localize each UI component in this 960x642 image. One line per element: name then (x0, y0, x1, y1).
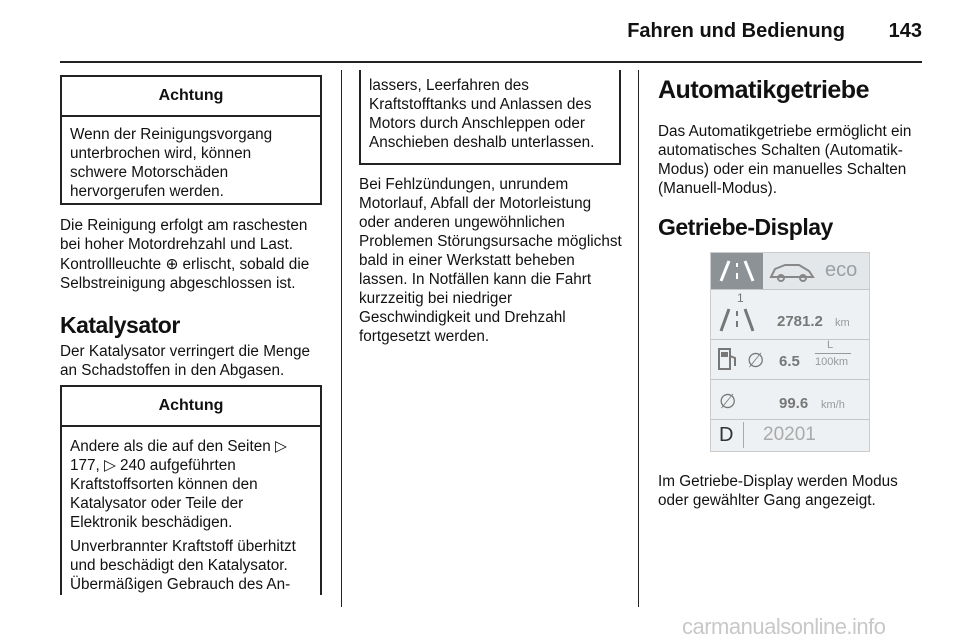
transmission-display-image (710, 252, 870, 452)
warning-title: Achtung (62, 387, 320, 427)
warning-text-unburnt-fuel: Unverbrannter Kraftstoff überhitzt und beschädigt den Katalysator. Übermäßigen Gebrauch des An- (70, 538, 296, 593)
heading-catalyst: Katalysator (60, 312, 180, 338)
column-divider-left (341, 70, 342, 607)
warning-title: Achtung (62, 77, 320, 117)
odometer-value: 20201 (763, 424, 816, 445)
gear-indicator: D (719, 424, 734, 446)
display-gear-row (711, 419, 869, 451)
warning-text: Wenn der Reinigungsvorgang unterbrochen wird, können schwere Motorschäden hervorgerufen werden. (70, 126, 273, 200)
speed-value: 99.6 (779, 395, 809, 412)
trip-distance: 2781.2 (777, 313, 823, 330)
fuel-pump-icon (717, 346, 739, 372)
warning-box-fuel (60, 385, 322, 595)
trip-distance-unit: km (835, 317, 850, 329)
warning-box-continued (359, 70, 621, 165)
eco-label: eco (825, 259, 858, 281)
heading-automatic-transmission: Automatikgetriebe (658, 76, 869, 104)
paragraph-automatic-transmission: Das Automatikgetriebe ermöglicht ein automatisches Schalten (Automatik-Modus) oder ein manuelles Schalten (Manuell-Modus). (658, 123, 912, 197)
lane-icon (717, 305, 757, 335)
paragraph-catalyst: Der Katalysator verringert die Menge an Schadstoffen in den Abgasen. (60, 343, 310, 379)
catalytic-indicator-icon: ⊕ (165, 256, 179, 273)
trip-number: 1 (737, 291, 744, 305)
consumption-unit-top: L (827, 339, 834, 351)
display-speed-row (711, 379, 869, 420)
paragraph-cleaning-speed: Die Reinigung erfolgt am raschesten bei hoher Motordrehzahl und Last. (60, 217, 308, 253)
display-consumption-row (711, 339, 869, 380)
consumption-unit-fraction-line (815, 353, 851, 354)
display-top-row (711, 253, 869, 290)
indicator-text-post: erlischt, sobald die Selbstreinigung abgeschlossen ist. (60, 256, 310, 292)
average-symbol-icon: ∅ (719, 391, 737, 413)
warning-text-continued: lassers, Leerfahren des Kraftstofftanks und Anlassen des Motors durch Anschleppen oder Anschieben deshalb unterlassen. (369, 77, 595, 151)
watermark-logo: carmanualsonline.info (682, 614, 886, 639)
paragraph-misfire: Bei Fehlzündungen, unrundem Motorlauf, Abfall der Motorleistung oder anderen ungewöhnlichen Problemen Störungsursache möglichst bald in einer Werkstatt beheben lassen. In Notfällen kann die Fahrt kurzzeitig bei niedriger Geschwindigkeit und Drehzahl fortgesetzt werden. (359, 176, 622, 345)
column-divider-right (638, 70, 639, 607)
heading-transmission-display: Getriebe-Display (658, 214, 833, 240)
warning-body (62, 117, 320, 214)
indicator-text-pre: Kontrollleuchte (60, 256, 166, 273)
header-rule (60, 61, 922, 63)
warning-body-continued (361, 70, 619, 165)
paragraph-indicator-light (60, 255, 326, 293)
warning-text-fuel-types: Andere als die auf den Seiten ▷ 177, ▷ 240 aufgeführten Kraftstoffsorten können den Katalysator oder Teile der Elektronik beschädigen. (70, 438, 287, 531)
consumption-unit-bottom: 100km (815, 356, 849, 368)
consumption-value: 6.5 (779, 353, 800, 370)
car-icon (765, 253, 819, 289)
display-trip-row (711, 289, 869, 340)
speed-unit: km/h (821, 399, 845, 411)
page-number: 143 (888, 20, 922, 42)
lane-assist-icon (711, 253, 763, 289)
warning-box-cleaning (60, 75, 322, 205)
paragraph-display-description: Im Getriebe-Display werden Modus oder gewählter Gang angezeigt. (658, 473, 898, 509)
page-header-title: Fahren und Bedienung (627, 20, 845, 42)
gear-separator (743, 422, 744, 448)
average-symbol-icon: ∅ (747, 350, 765, 372)
warning-body (62, 427, 320, 607)
